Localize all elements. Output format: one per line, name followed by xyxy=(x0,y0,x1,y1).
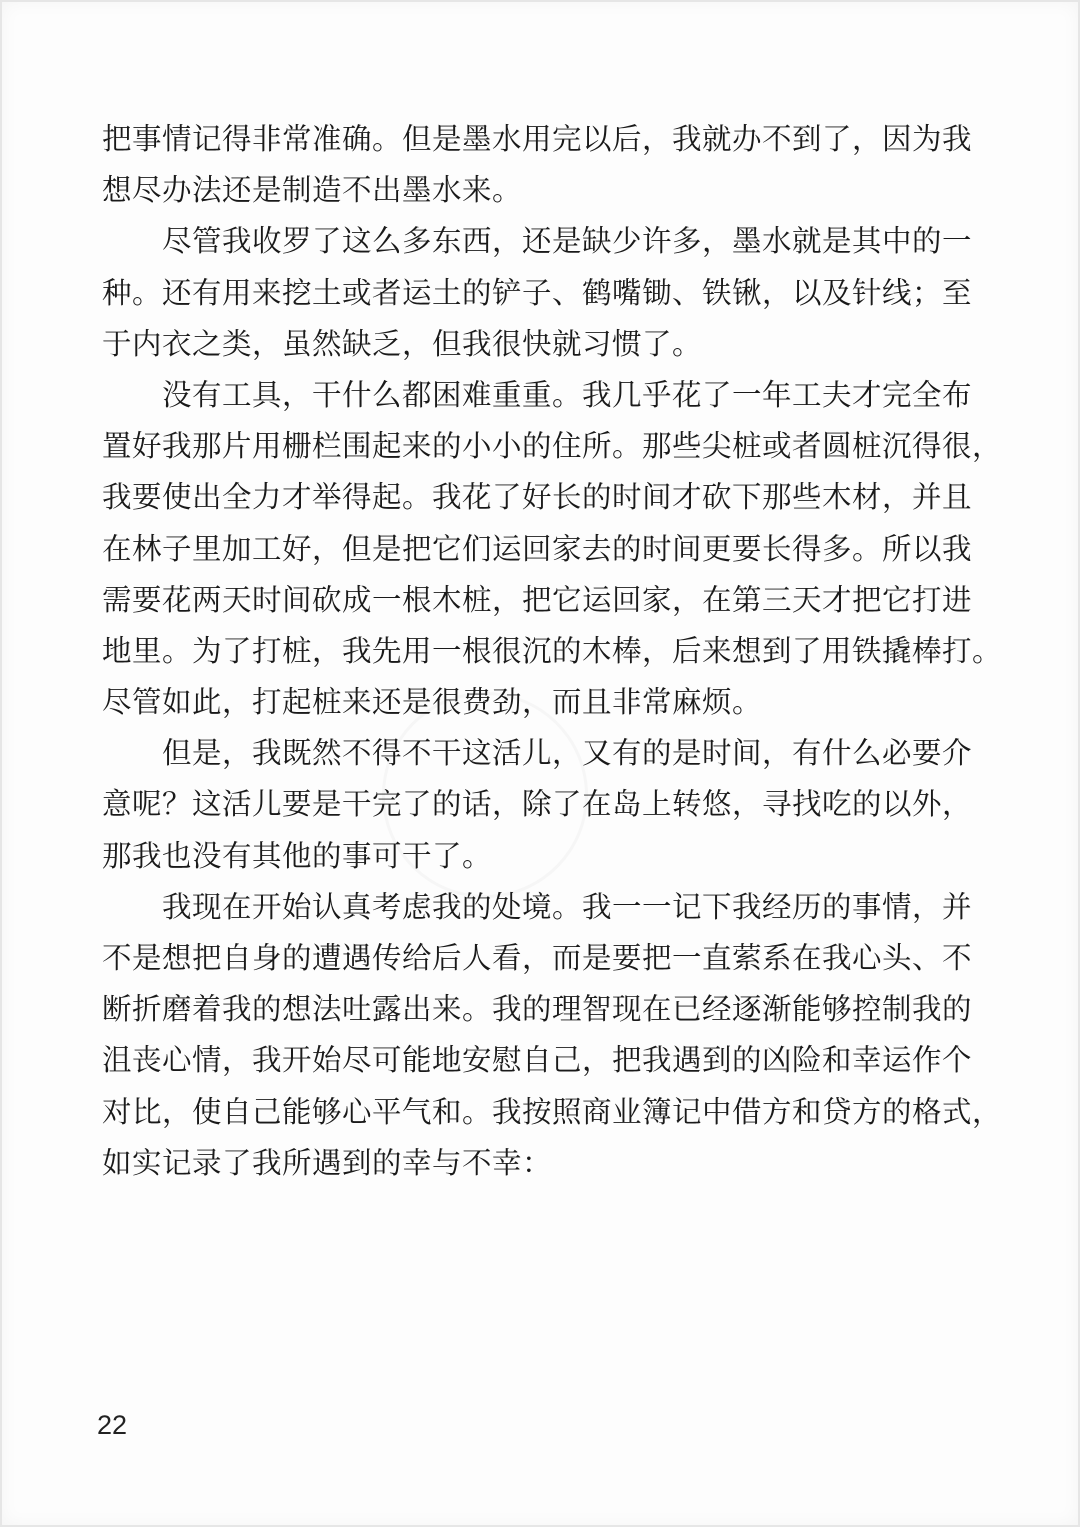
body-text xyxy=(102,114,1003,1189)
text-line: 我要使出全力才举得起。我花了好长的时间才砍下那些木材，并且 xyxy=(102,480,973,515)
text-line: 但是，我既然不得不干这活儿，又有的是时间，有什么必要介 xyxy=(102,736,973,771)
text-line: 意呢？这活儿要是干完了的话，除了在岛上转悠，寻找吃的以外， xyxy=(102,787,973,822)
text-line: 把事情记得非常准确。但是墨水用完以后，我就办不到了，因为我 xyxy=(102,122,973,156)
text-line: 地里。为了打桩，我先用一根很沉的木棒，后来想到了用铁撬棒打。 xyxy=(102,633,1003,668)
text-line: 于内衣之类，虽然缺乏，但我很快就习惯了。 xyxy=(102,326,703,361)
text-line: 没有工具，干什么都困难重重。我几乎花了一年工夫才完全布 xyxy=(102,377,973,412)
text-line: 需要花两天时间砍成一根木桩，把它运回家，在第三天才把它打进 xyxy=(102,582,973,617)
text-line: 尽管我收罗了这么多东西，还是缺少许多，墨水就是其中的一 xyxy=(102,224,973,259)
text-line: 不是想把自身的遭遇传给后人看，而是要把一直萦系在我心头、不 xyxy=(102,941,973,975)
text-line: 我现在开始认真考虑我的处境。我一一记下我经历的事情，并 xyxy=(102,889,973,924)
text-line: 置好我那片用栅栏围起来的小小的住所。那些尖桩或者圆桩沉得很， xyxy=(102,429,1003,464)
text-line: 对比，使自己能够心平气和。我按照商业簿记中借方和贷方的格式， xyxy=(102,1094,1003,1129)
text-line: 想尽办法还是制造不出墨水来。 xyxy=(102,173,523,208)
text-line: 如实记录了我所遇到的幸与不幸： xyxy=(102,1145,553,1180)
text-line: 尽管如此，打起桩来还是很费劲，而且非常麻烦。 xyxy=(102,685,763,720)
text-line: 沮丧心情，我开始尽可能地安慰自己，把我遇到的凶险和幸运作个 xyxy=(102,1043,973,1078)
text-line: 断折磨着我的想法吐露出来。我的理智现在已经逐渐能够控制我的 xyxy=(102,992,973,1027)
text-line: 在林子里加工好，但是把它们运回家去的时间更要长得多。所以我 xyxy=(102,531,973,566)
page-number: 22 xyxy=(97,1410,128,1440)
text-line: 种。还有用来挖土或者运土的铲子、鹤嘴锄、铁锹，以及针线；至 xyxy=(102,275,973,310)
text-line: 那我也没有其他的事可干了。 xyxy=(102,838,493,873)
